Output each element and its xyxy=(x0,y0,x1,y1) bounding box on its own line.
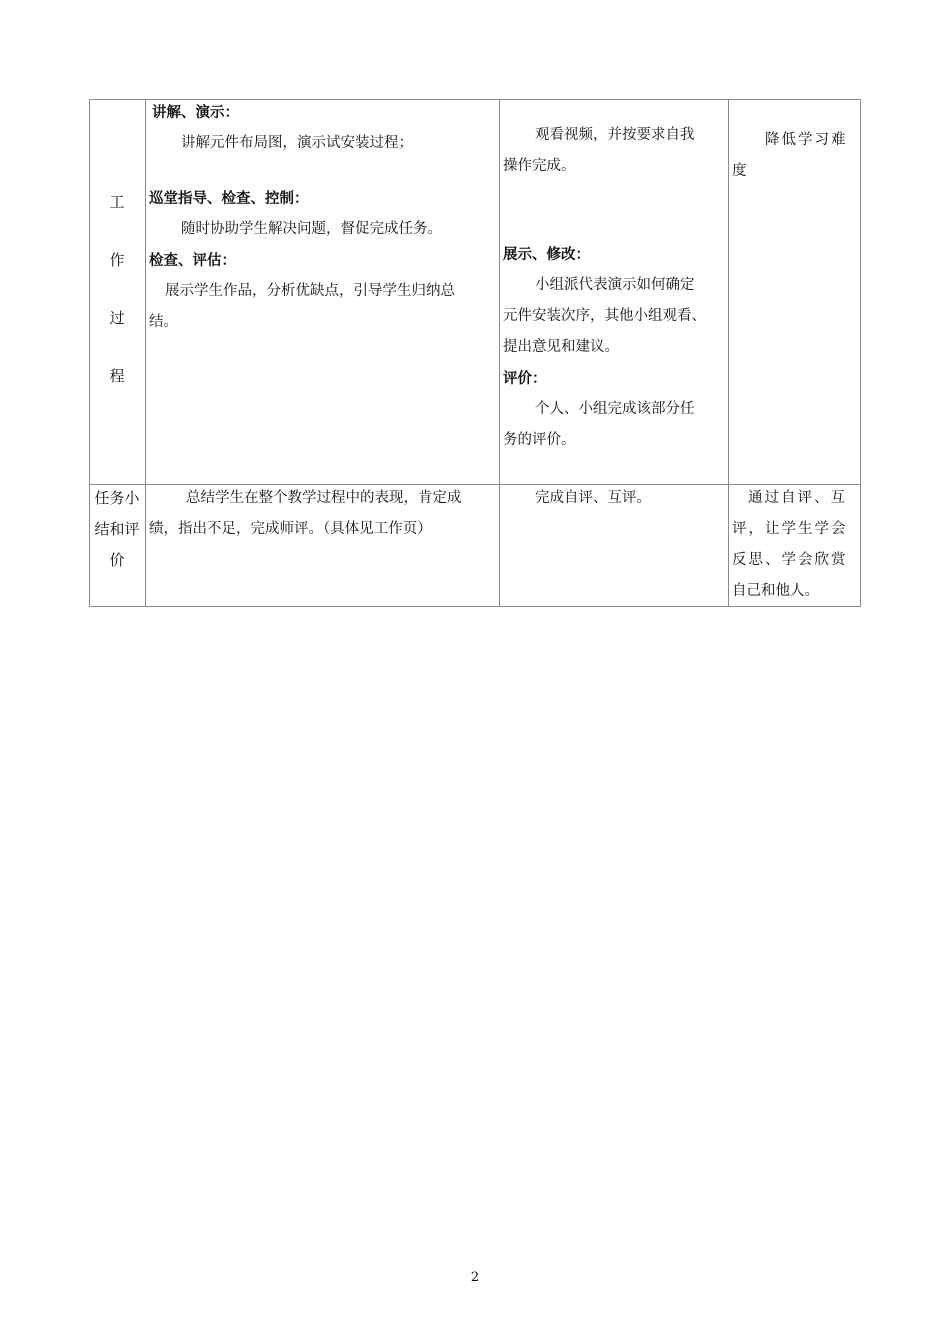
design-intent-cell xyxy=(732,125,860,187)
paragraph: 小组派代表演示如何确定 xyxy=(535,277,695,293)
paragraph: 结。 xyxy=(149,314,178,330)
paragraph: 降低学习难 xyxy=(765,132,848,148)
section-heading: 展示、修改： xyxy=(503,246,590,263)
paragraph: 元件安装次序，其他小组观看、 xyxy=(503,308,706,324)
paragraph: 观看视频，并按要求自我 xyxy=(535,127,695,143)
paragraph: 通过自评、互 xyxy=(748,490,847,506)
paragraph: 讲解元件布局图，演示试安装过程； xyxy=(181,135,413,151)
row-label-work-process xyxy=(89,187,145,419)
section-heading: 巡堂指导、检查、控制： xyxy=(149,190,309,207)
paragraph: 总结学生在整个教学过程中的表现，肯定成 xyxy=(186,490,462,506)
row-label-summary xyxy=(89,483,145,576)
paragraph: 反思、学会欣赏 xyxy=(732,552,848,568)
summary-intent-cell xyxy=(732,483,860,607)
paragraph: 评，让学生学会 xyxy=(732,521,848,537)
paragraph: 自己和他人。 xyxy=(732,583,819,599)
section-heading: 讲解、演示： xyxy=(152,104,239,121)
teacher-activity-cell xyxy=(149,97,501,338)
label-char: 工 xyxy=(109,193,125,211)
page-number: 2 xyxy=(470,1270,480,1285)
table-border-right xyxy=(860,99,861,607)
label-char: 作 xyxy=(109,251,125,269)
label-line: 价 xyxy=(109,551,125,569)
label-line: 结和评 xyxy=(94,520,140,538)
paragraph: 操作完成。 xyxy=(503,158,576,174)
teacher-summary-cell xyxy=(149,483,501,545)
paragraph: 展示学生作品，分析优缺点，引导学生归纳总 xyxy=(165,283,455,299)
label-line: 任务小 xyxy=(94,489,140,507)
label-char: 程 xyxy=(109,367,125,385)
section-heading: 检查、评估： xyxy=(149,252,236,269)
label-char: 过 xyxy=(109,309,125,327)
paragraph: 度 xyxy=(732,163,747,179)
column-divider xyxy=(145,99,146,607)
lesson-table xyxy=(89,99,861,607)
paragraph: 提出意见和建议。 xyxy=(503,339,619,355)
student-activity-cell xyxy=(503,120,729,456)
paragraph: 完成自评、互评。 xyxy=(535,490,651,506)
section-heading: 评价： xyxy=(503,370,547,387)
paragraph: 绩，指出不足，完成师评。（具体见工作页） xyxy=(149,521,432,537)
student-summary-cell xyxy=(503,483,729,514)
paragraph: 个人、小组完成该部分任 xyxy=(535,401,695,417)
paragraph: 随时协助学生解决问题，督促完成任务。 xyxy=(181,221,442,237)
paragraph: 务的评价。 xyxy=(503,432,576,448)
